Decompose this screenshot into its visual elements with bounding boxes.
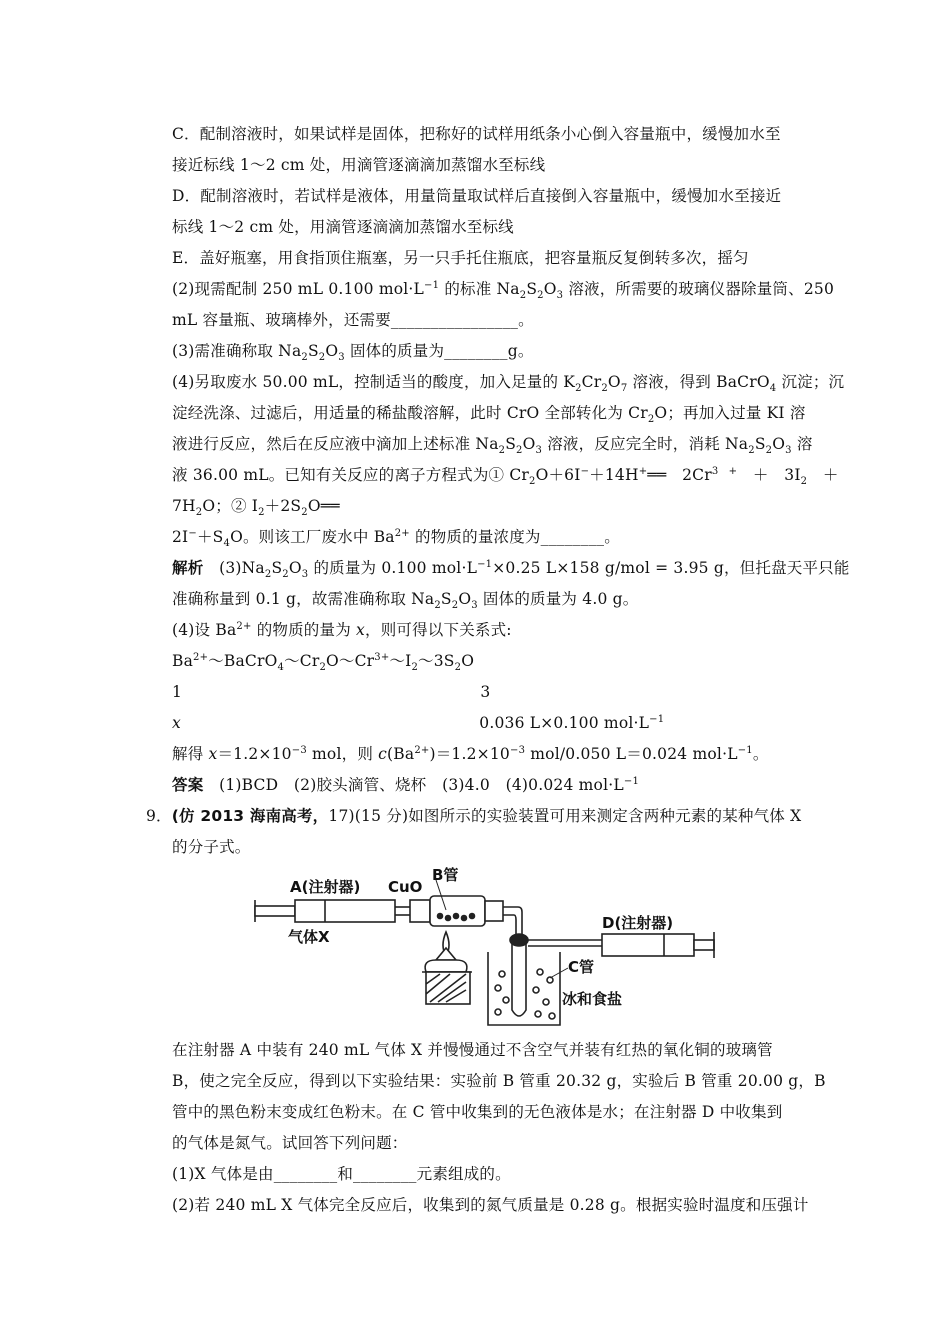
- text-line: D．配制溶液时，若试样是液体，用量筒量取试样后直接倒入容量瓶中，缓慢加水至接近: [172, 187, 782, 205]
- label-ice: 冰和食盐: [562, 990, 623, 1008]
- text-line: (2)现需配制 250 mL 0.100 $mol\cdot L^{-1}$ 的标准 $Na_2S_2O_3$ 溶液，所需要的玻璃仪器除量筒、250: [172, 279, 835, 302]
- beaker-c: [488, 934, 568, 1025]
- label-d: D(注射器): [602, 914, 674, 932]
- text-line: $Ba^{2+}\sim BaCrO_4\sim Cr_2O\sim Cr^{3+}\sim I_2\sim 3S_2O$: [172, 651, 475, 674]
- text-line: x 0.036 L×0.100 $mol\cdot L^{-1}$: [172, 713, 665, 732]
- text-line: 9．(仿 2013 海南高考，17)(15 分)如图所示的实验装置可用来测定含两种元素的某种气体 X: [146, 807, 802, 825]
- label-a: A(注射器): [290, 878, 361, 896]
- alcohol-lamp: [422, 932, 472, 1004]
- label-gas: 气体X: [288, 928, 330, 946]
- text-line: (2)若 240 mL X 气体完全反应后，收集到的氮气质量是 0.28 g。根据实验时温度和压强计: [172, 1196, 809, 1214]
- text-line: 的气体是氮气。试回答下列问题：: [172, 1134, 408, 1152]
- label-b: B管: [432, 866, 459, 884]
- text-line: C．配制溶液时，如果试样是固体，把称好的试样用纸条小心倒入容量瓶中，缓慢加水至: [172, 125, 781, 143]
- syringe-a: [255, 900, 410, 922]
- text-line: 1 3: [172, 683, 491, 701]
- text-line: E．盖好瓶塞，用食指顶住瓶塞，另一只手托住瓶底，把容量瓶反复倒转多次，摇匀: [172, 249, 749, 267]
- text-line: 液进行反应，然后在反应液中滴加上述标准 $Na_2S_2O_3$ 溶液，反应完全时，消耗 $Na_2S_2O_3$ 溶: [172, 435, 813, 457]
- text-line: $2I^-+S_4O$。则该工厂废水中 $Ba^{2+}$ 的物质的量浓度为________。: [172, 527, 620, 550]
- text-line: (4)设 $Ba^{2+}$ 的物质的量为 x，则可得以下关系式:: [172, 620, 512, 639]
- text-line: (3)需准确称取 $Na_2S_2O_3$ 固体的质量为________g。: [172, 342, 534, 364]
- text-line: 管中的黑色粉末变成红色粉末。在 C 管中收集到的无色液体是水；在注射器 D 中收集到: [172, 1103, 783, 1121]
- text-line: 接近标线 1～2 cm 处，用滴管逐滴滴加蒸馏水至标线: [172, 156, 546, 174]
- text-line: 液 36.00 mL。已知有关反应的离子方程式为① $Cr_2O+6I^-+14H^+══$ $2Cr^{3 +}$ ＋ $3I_2$ ＋: [172, 465, 839, 488]
- b-tube: [410, 880, 522, 945]
- text-line: 准确称量到 0.1 g，故需准确称取 $Na_2S_2O_3$ 固体的质量为 4.0 g。: [172, 590, 639, 612]
- text-line: 解得 $x=1.2\times 10^{-3}$ mol，则 $c(Ba^{2+})=1.2\times 10^{-3}$ mol/0.050 L＝0.024 $mol\cdot L^{-1}$。: [172, 744, 769, 763]
- text-line: 淀经洗涤、过滤后，用适量的稀盐酸溶解，此时 CrO 全部转化为 $Cr_2O$；再加入过量 KI 溶: [172, 404, 806, 426]
- text-line: 答案 (1)BCD (2)胶头滴管、烧杯 (3)4.0 (4)0.024 $mol\cdot L^{-1}$: [172, 775, 640, 794]
- apparatus-diagram: [250, 860, 730, 1030]
- text-line: (4)另取废水 50.00 mL，控制适当的酸度，加入足量的 $K_2Cr_2O_7$ 溶液，得到 BaCrO$_4$ 沉淀；沉: [172, 373, 845, 395]
- label-cuo: CuO: [388, 878, 423, 896]
- text-line: 在注射器 A 中装有 240 mL 气体 X 并慢慢通过不含空气并装有红热的氧化铜的玻璃管: [172, 1041, 773, 1059]
- text-line: $7H_2O$；② $I_2+2S_2O══$: [172, 497, 340, 519]
- text-line: (1)X 气体是由________和________元素组成的。: [172, 1165, 511, 1183]
- text-line: 的分子式。: [172, 838, 251, 856]
- text-line: 标线 1～2 cm 处，用滴管逐滴滴加蒸馏水至标线: [172, 218, 514, 236]
- text-line: 解析 $(3)Na_2S_2O_3$ 的质量为 0.100 $mol\cdot L^{-1}\times 0.25$ L×158 g/mol = 3.95 g，但托盘天平只能: [172, 558, 850, 581]
- label-c: C管: [568, 958, 595, 976]
- syringe-d: [528, 932, 714, 958]
- text-line: mL 容量瓶、玻璃棒外，还需要________________。: [172, 311, 534, 329]
- text-line: B，使之完全反应，得到以下实验结果：实验前 B 管重 20.32 g，实验后 B 管重 20.00 g，B: [172, 1072, 826, 1090]
